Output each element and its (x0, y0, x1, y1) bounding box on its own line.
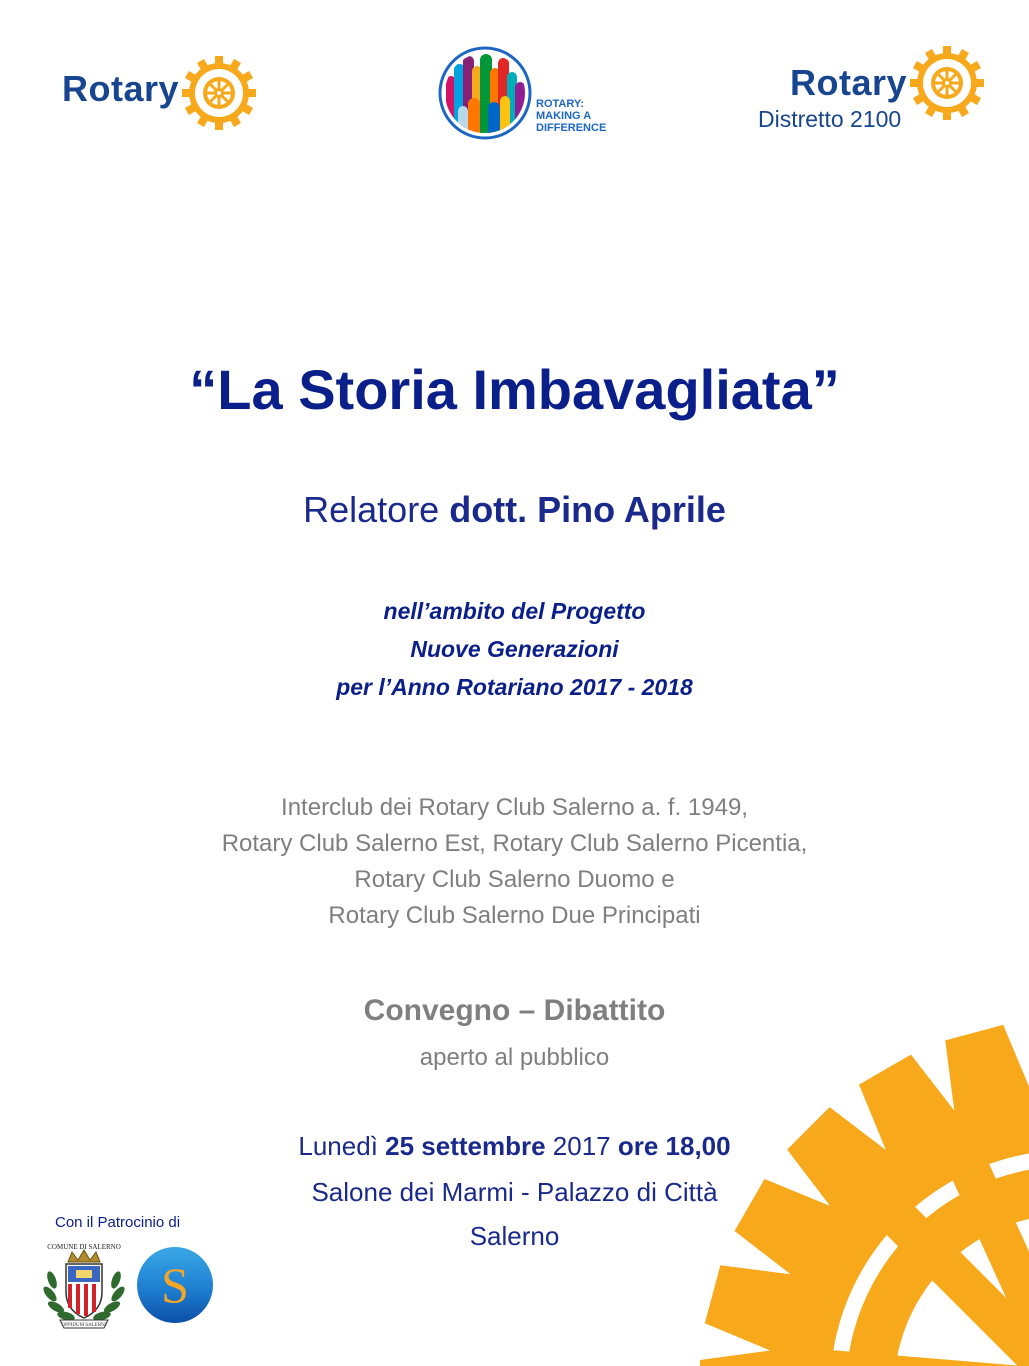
making-a-difference-logo (438, 46, 618, 142)
speaker-name: dott. Pino Aprile (449, 489, 726, 530)
seal-ribbon-text: OPPIDUM SALERNI (61, 1323, 107, 1328)
patronage-label: Con il Patrocinio di (55, 1214, 181, 1231)
clubs-block (0, 790, 1029, 934)
event-date (0, 1128, 1029, 1164)
people-mosaic-icon (438, 46, 532, 140)
clubs-line: Rotary Club Salerno Due Principati (328, 902, 701, 929)
rotary-logo-left (62, 52, 262, 132)
speaker-line (0, 488, 1029, 532)
rotary-wordmark: Rotary (62, 68, 180, 109)
speaker-prefix: Relatore (303, 489, 450, 530)
project-line: per l’Anno Rotariano 2017 - 2018 (336, 674, 693, 700)
s-letter: S (161, 1257, 189, 1313)
event-title: “La Storia Imbavagliata” (189, 358, 840, 421)
clubs-line: Interclub dei Rotary Club Salerno a. f. 1949, (281, 794, 748, 821)
date-time: ore 18,00 (617, 1131, 731, 1161)
project-block (0, 592, 1029, 706)
project-line: Nuove Generazioni (410, 636, 619, 662)
salerno-s-logo-icon (136, 1246, 214, 1324)
date-day: Lunedì (298, 1131, 386, 1161)
rotary-wheel-icon (180, 54, 258, 132)
seal-header-text: COMUNE DI SALERNO (47, 1243, 121, 1251)
date-main: 25 settembre (385, 1131, 546, 1161)
project-line: nell’ambito del Progetto (383, 598, 646, 624)
district-subtitle: Distretto 2100 (758, 106, 902, 132)
date-year: 2017 (545, 1131, 618, 1161)
event-type: Convegno – Dibattito (363, 994, 666, 1027)
clubs-line: Rotary Club Salerno Est, Rotary Club Salerno Picentia, (221, 830, 808, 857)
event-venue: Salone dei Marmi - Palazzo di Città (311, 1177, 718, 1207)
clubs-line: Rotary Club Salerno Duomo e (354, 866, 675, 893)
rotary-wheel-icon (908, 44, 986, 122)
rotary-wordmark: Rotary (790, 62, 908, 103)
comune-di-salerno-seal-icon (38, 1240, 130, 1332)
event-access: aperto al pubblico (419, 1044, 610, 1071)
rotary-logo-right (756, 44, 996, 136)
logo-caption-line3: DIFFERENCE (536, 122, 607, 134)
logo-caption-line1: ROTARY: (536, 98, 585, 110)
event-city: Salerno (469, 1221, 560, 1251)
logo-caption-line2: MAKING A (536, 110, 592, 122)
